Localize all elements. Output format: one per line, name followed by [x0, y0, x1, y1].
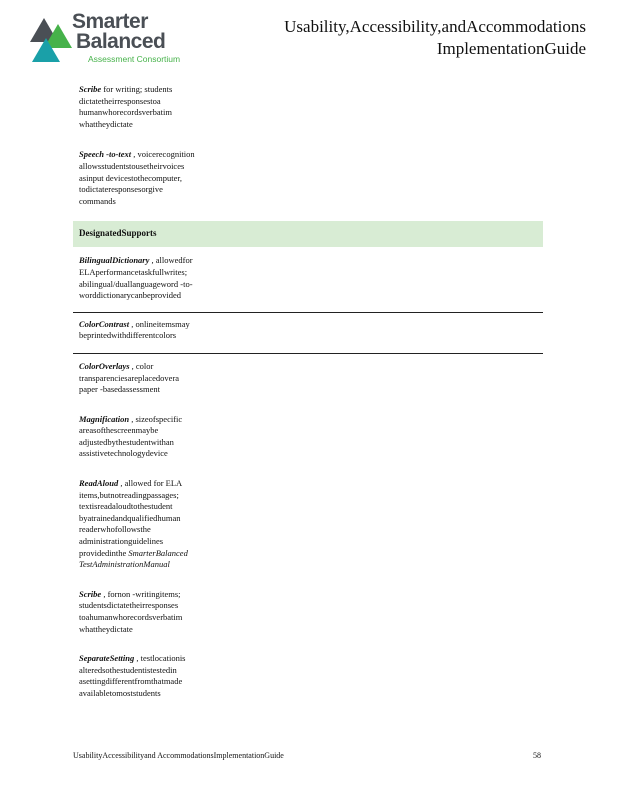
entry-line: todictateresponsesorgive: [79, 184, 163, 195]
manual-title-part: TestAdministrationManual: [79, 559, 170, 570]
document-title-line2: ImplementationGuide: [436, 39, 586, 58]
entry-term: Scribe: [79, 588, 102, 599]
entry-line: readerwhofollowsthe: [79, 524, 151, 535]
entry-line: , allowed for ELA: [120, 478, 183, 489]
entry-line: allowsstudentstousetheirvoices: [79, 160, 185, 171]
accommodations-table: [73, 84, 543, 700]
entry-line: asinput devicestothecomputer,: [79, 172, 183, 183]
entry-line: for writing; students: [103, 84, 173, 94]
entry-term: ColorOverlays: [79, 360, 130, 371]
footer-page-number: 58: [533, 751, 541, 760]
entry-line: , onlineitemsmay: [131, 318, 190, 329]
entry-color-contrast: [73, 319, 543, 342]
entry-line: toahumanwhorecordsverbatim: [79, 612, 183, 622]
entry-speech-to-text: [73, 149, 543, 207]
manual-title-part: SmarterBalanced: [128, 547, 188, 558]
entry-line: items,butnotreadingpassages;: [79, 489, 179, 500]
document-title: [284, 16, 586, 60]
entry-line: assistivetechnologydevice: [79, 448, 168, 459]
entry-line: areasofthescreenmaybe: [79, 425, 159, 436]
entry-line: , testlocationis: [136, 653, 186, 664]
entry-line: availabletomoststudents: [79, 687, 161, 698]
entry-scribe-non-writing: [73, 589, 543, 635]
logo-word-balanced: Balanced: [76, 30, 166, 53]
entry-read-aloud: [73, 478, 543, 571]
entry-line: transparenciesareplacedovera: [79, 372, 180, 383]
entry-line: alteredsothestudentistestedin: [79, 664, 177, 675]
entry-line: adjustedbythestudentwithan: [79, 436, 174, 447]
entry-line: humanwhorecordsverbatim: [79, 107, 172, 118]
entry-line: providedinthe: [79, 547, 129, 558]
entry-line: ELAperformancetaskfullwrites;: [79, 266, 188, 277]
entry-line: administrationguidelines: [79, 536, 164, 547]
entry-separate-setting: [73, 653, 543, 699]
logo-word-smarter: Smarter: [72, 10, 148, 33]
footer-document-title: UsabilityAccessibilityand AccommodationsImplementationGuide: [73, 751, 284, 760]
entry-line: dictatetheirresponsestoa: [79, 95, 161, 106]
entry-line: whattheydictate: [79, 118, 133, 129]
entry-term: Magnification: [79, 413, 130, 424]
logo-tagline: Assessment Consortium: [88, 54, 181, 64]
entry-color-overlays: [73, 361, 543, 396]
entry-magnification: [73, 414, 543, 460]
entry-scribe-writing: [73, 84, 543, 130]
entry-bilingual-dictionary: [73, 255, 543, 301]
entry-line: beprintedwithdifferentcolors: [79, 330, 177, 341]
entry-line: , voicerecognition: [133, 149, 195, 160]
entry-line: whattheydictate: [79, 623, 133, 634]
entry-term: Speech -to-text: [79, 149, 132, 160]
entry-line: byatrainedandqualifiedhuman: [79, 512, 181, 523]
entry-line: , color: [131, 360, 154, 371]
entry-line: asettingdifferentfromthatmade: [79, 676, 183, 687]
logo-triangles-icon: [30, 14, 74, 62]
section-header-designated-supports: DesignatedSupports: [73, 221, 543, 247]
entry-term: Scribe: [79, 84, 102, 94]
entry-line: paper -basedassessment: [79, 384, 160, 395]
entry-term: ColorContrast: [79, 318, 130, 329]
entry-line: commands: [79, 195, 116, 206]
entry-line: worddictionarycanbeprovided: [79, 290, 181, 301]
entry-line: , fornon -writingitems;: [103, 588, 181, 599]
entry-term: BilingualDictionary: [79, 255, 150, 266]
smarter-balanced-logo: [30, 12, 190, 64]
entry-term: SeparateSetting: [79, 653, 135, 664]
entry-line: studentsdictatetheirresponses: [79, 600, 179, 611]
entry-line: , sizeofspecific: [131, 413, 183, 424]
entry-line: textisreadaloudtothestudent: [79, 501, 173, 512]
entry-line: abilingual/duallanguageword -to-: [79, 278, 193, 289]
document-title-line1: Usability,Accessibility,andAccommodations: [284, 17, 586, 36]
entry-line: , allowedfor: [151, 255, 193, 266]
entry-term: ReadAloud: [79, 478, 119, 489]
